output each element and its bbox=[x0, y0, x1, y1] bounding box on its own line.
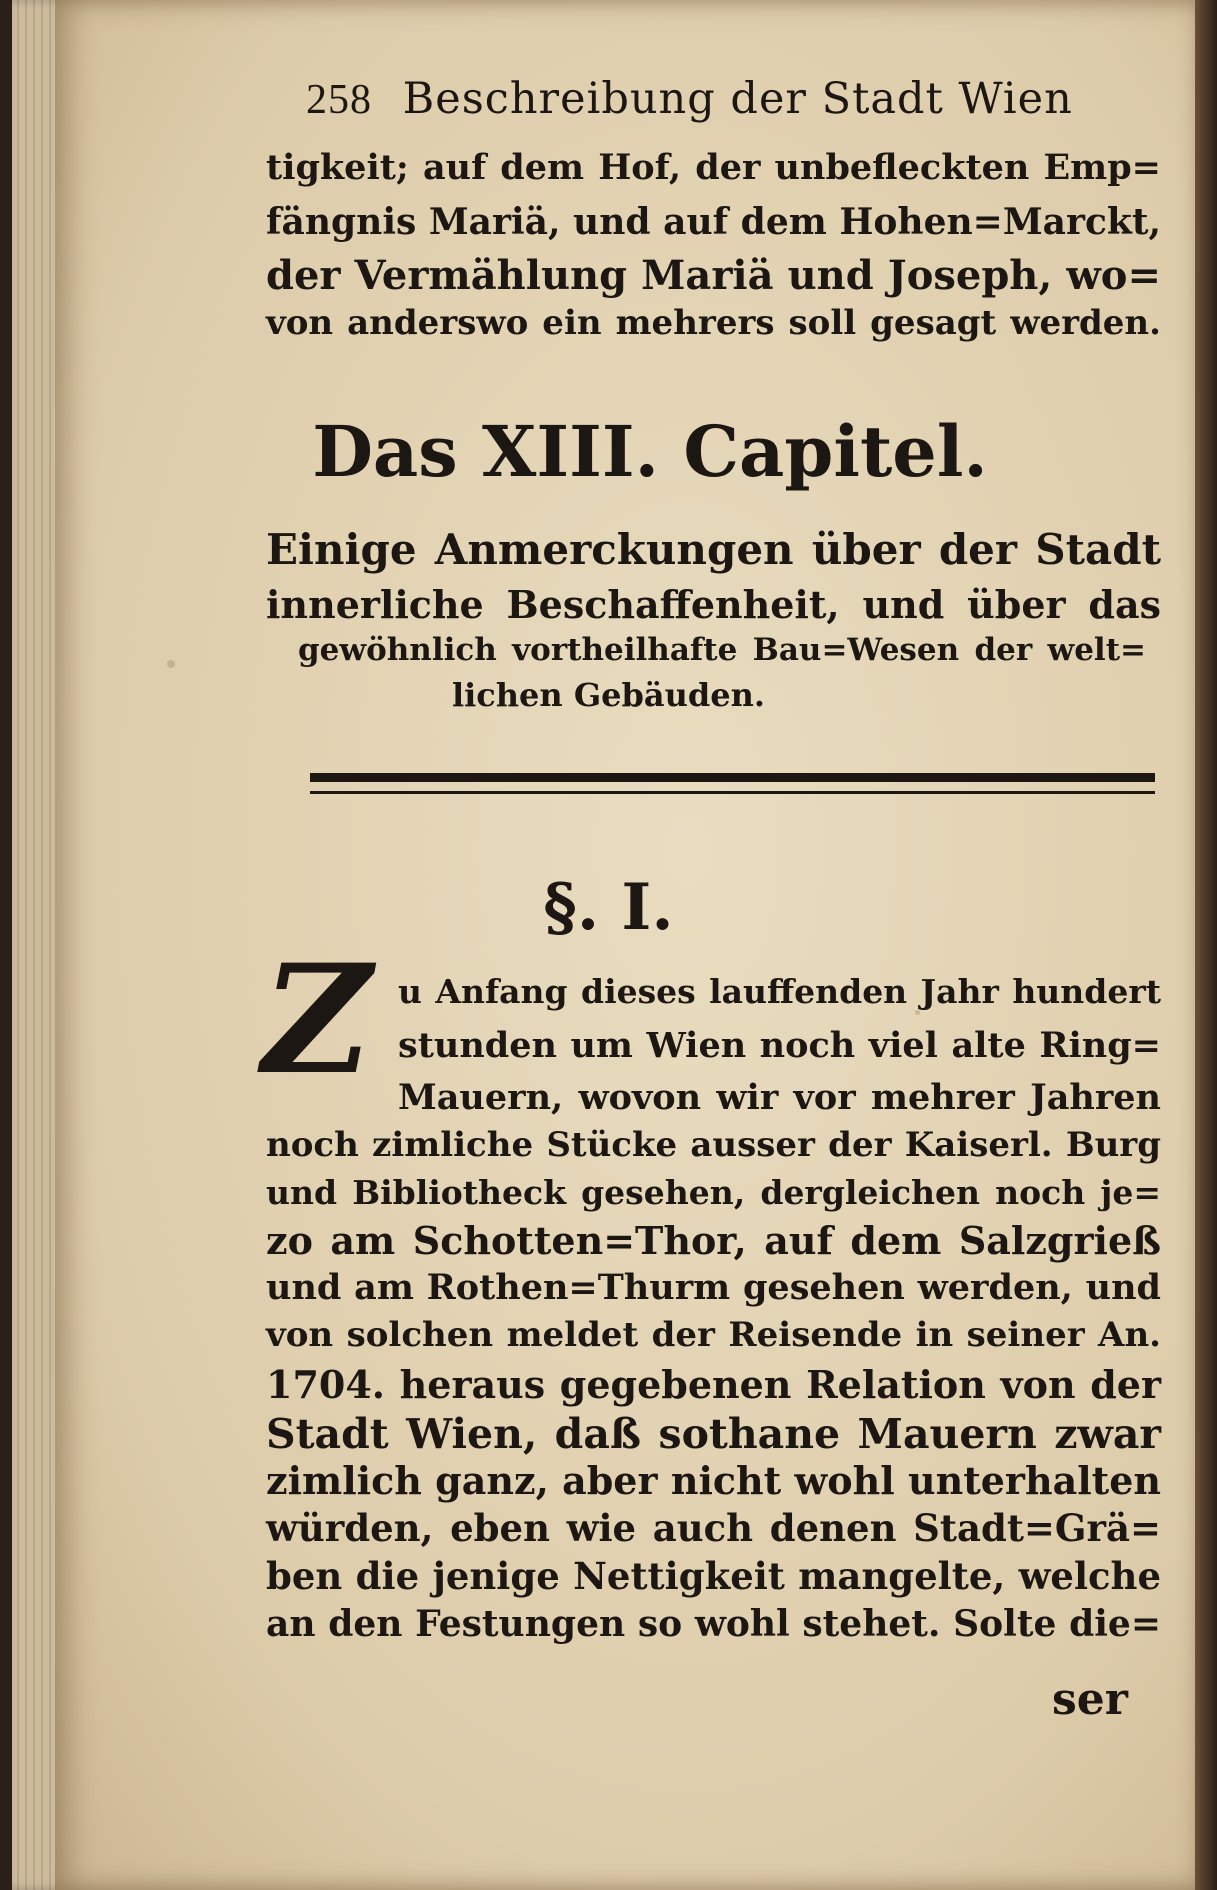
drop-cap: Z bbox=[262, 932, 372, 1108]
text-line: zimlich ganz, aber nicht wohl unterhalten bbox=[266, 1458, 1161, 1503]
text-line: fängnis Mariä, und auf dem Hohen=Marckt, bbox=[266, 201, 1161, 243]
text-line: zo am Schotten=Thor, auf dem Salzgrieß bbox=[266, 1218, 1161, 1263]
text-line: 1704. heraus gegebenen Relation von der bbox=[266, 1362, 1161, 1407]
text-line: von anderswo ein mehrers soll gesagt werden. bbox=[266, 303, 1161, 343]
text-line: von solchen meldet der Reisende in seiner An. bbox=[266, 1315, 1161, 1355]
section-rule-thick bbox=[310, 773, 1155, 782]
text-line: u Anfang dieses lauffenden Jahr hundert bbox=[398, 972, 1161, 1011]
text-line: und am Rothen=Thurm gesehen werden, und bbox=[266, 1267, 1161, 1308]
catchword: ser bbox=[1052, 1674, 1128, 1725]
text-line: Mauern, wovon wir vor mehrer Jahren bbox=[398, 1077, 1161, 1118]
paper-stain bbox=[167, 660, 175, 668]
text-line: und Bibliotheck gesehen, dergleichen noch je= bbox=[266, 1173, 1161, 1212]
chapter-subtitle-line: Einige Anmerckungen über der Stadt bbox=[266, 525, 1161, 574]
section-heading: §. I. bbox=[543, 870, 674, 945]
running-head bbox=[306, 74, 1086, 134]
text-line: an den Festungen so wohl stehet. Solte die= bbox=[266, 1603, 1161, 1645]
text-line: tigkeit; auf dem Hof, der unbefleckten Emp= bbox=[266, 147, 1161, 188]
page-number: 258 bbox=[306, 77, 372, 123]
text-line: würden, eben wie auch denen Stadt=Grä= bbox=[266, 1506, 1161, 1550]
text-line: ben die jenige Nettigkeit mangelte, welche bbox=[266, 1554, 1161, 1598]
text-line: noch zimliche Stücke ausser der Kaiserl. Burg bbox=[266, 1125, 1161, 1165]
chapter-subtitle-line: lichen Gebäuden. bbox=[451, 676, 766, 714]
binding-edge bbox=[1195, 0, 1217, 1890]
chapter-title: Das XIII. Capitel. bbox=[312, 410, 988, 493]
text-line: der Vermählung Mariä und Joseph, wo= bbox=[266, 252, 1161, 299]
chapter-subtitle-line: gewöhnlich vortheilhafte Bau=Wesen der welt= bbox=[298, 632, 1146, 668]
text-line: Stadt Wien, daß sothane Mauern zwar bbox=[266, 1410, 1161, 1458]
running-head-title: Beschreibung der Stadt Wien bbox=[402, 74, 1073, 124]
chapter-subtitle-line: innerliche Beschaffenheit, und über das bbox=[266, 582, 1161, 627]
section-rule-thin bbox=[310, 791, 1155, 794]
text-line: stunden um Wien noch viel alte Ring= bbox=[398, 1025, 1161, 1066]
